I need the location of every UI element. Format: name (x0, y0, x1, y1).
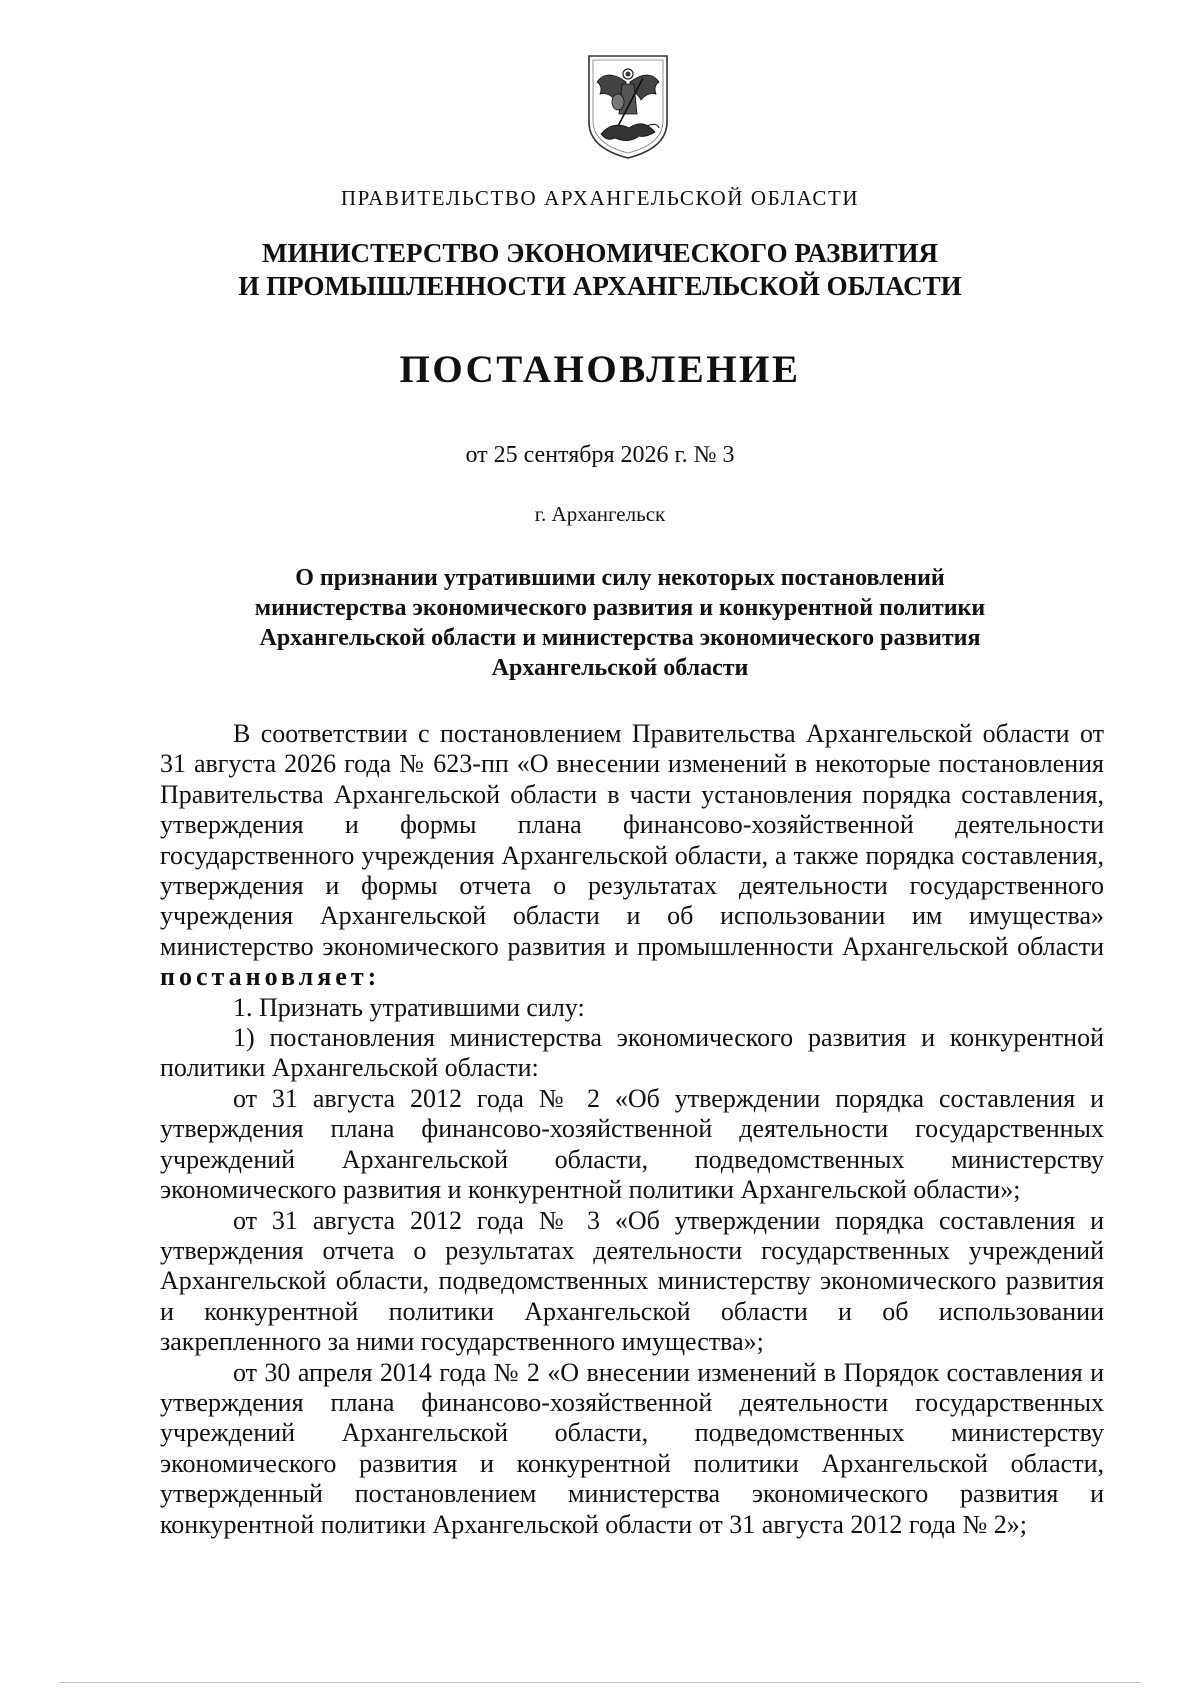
preamble-text: В соответствии с постановлением Правительства Архангельской области от 31 августа 2026 года № 623-пп «О внесении изменений в некоторые постановления Правительства Архангельской области в части установления порядка составления, утверждения и формы плана финансово-хозяйственной деятельности государственного учреждения Архангельской области, а также порядка составления, утверждения и формы отчета о результатах деятельности государственного учреждения Архангельской области и об использовании им имущества» министерство экономического развития и промышленности Архангельской области (160, 719, 1104, 961)
coat-of-arms-emblem (585, 52, 671, 162)
subject-line-3: Архангельской области и министерства экономического развития (259, 625, 981, 651)
government-name: ПРАВИТЕЛЬСТВО АРХАНГЕЛЬСКОЙ ОБЛАСТИ (340, 186, 860, 210)
subitem-1-paragraph: 1) постановления министерства экономического развития и конкурентной политики Архангельской области: (160, 1023, 1104, 1083)
ministry-name-line-1: МИНИСТЕРСТВО ЭКОНОМИЧЕСКОГО РАЗВИТИЯ (262, 238, 938, 268)
subject-line-2: министерства экономического развития и конкурентной политики (254, 595, 986, 621)
ministry-name-line-2: И ПРОМЫШЛЕННОСТИ АРХАНГЕЛЬСКОЙ ОБЛАСТИ (238, 271, 962, 301)
subject-line-1: О признании утратившими силу некоторых постановлений (295, 565, 945, 591)
page-bottom-divider (60, 1682, 1140, 1683)
document-city: г. Архангельск (534, 502, 666, 526)
entry-1-paragraph: от 31 августа 2012 года № 2 «Об утверждении порядка составления и утверждения плана финансово-хозяйственной деятельности государственных учреждений Архангельской области, подведомственных министерству экономического развития и конкурентной политики Архангельской области»; (160, 1083, 1104, 1205)
entry-3-paragraph: от 30 апреля 2014 года № 2 «О внесении изменений в Порядок составления и утверждения плана финансово-хозяйственной деятельности государственных учреждений Архангельской области, подведомственных министерству экономического развития и конкурентной политики Архангельской области, утвержденный постановлением министерства экономического развития и конкурентной политики Архангельской области от 31 августа 2012 года № 2»; (160, 1357, 1104, 1539)
subject-line-4: Архангельской области (491, 655, 749, 681)
decides-word: постановляет: (160, 962, 381, 992)
document-type-title: ПОСТАНОВЛЕНИЕ (399, 348, 801, 391)
document-body (160, 719, 1104, 1540)
document-date-number: от 25 сентября 2026 г. № 3 (465, 442, 735, 468)
item-1-paragraph: 1. Признать утратившими силу: (233, 992, 585, 1022)
document-subject (170, 563, 1070, 683)
ministry-name (0, 237, 1200, 303)
preamble-paragraph (160, 719, 1104, 993)
entry-2-paragraph: от 31 августа 2012 года № 3 «Об утверждении порядка составления и утверждения отчета о результатах деятельности государственных учреждений Архангельской области, подведомственных министерству экономического развития и конкурентной политики Архангельской области и об использовании закрепленного за ними государственного имущества»; (160, 1205, 1104, 1357)
